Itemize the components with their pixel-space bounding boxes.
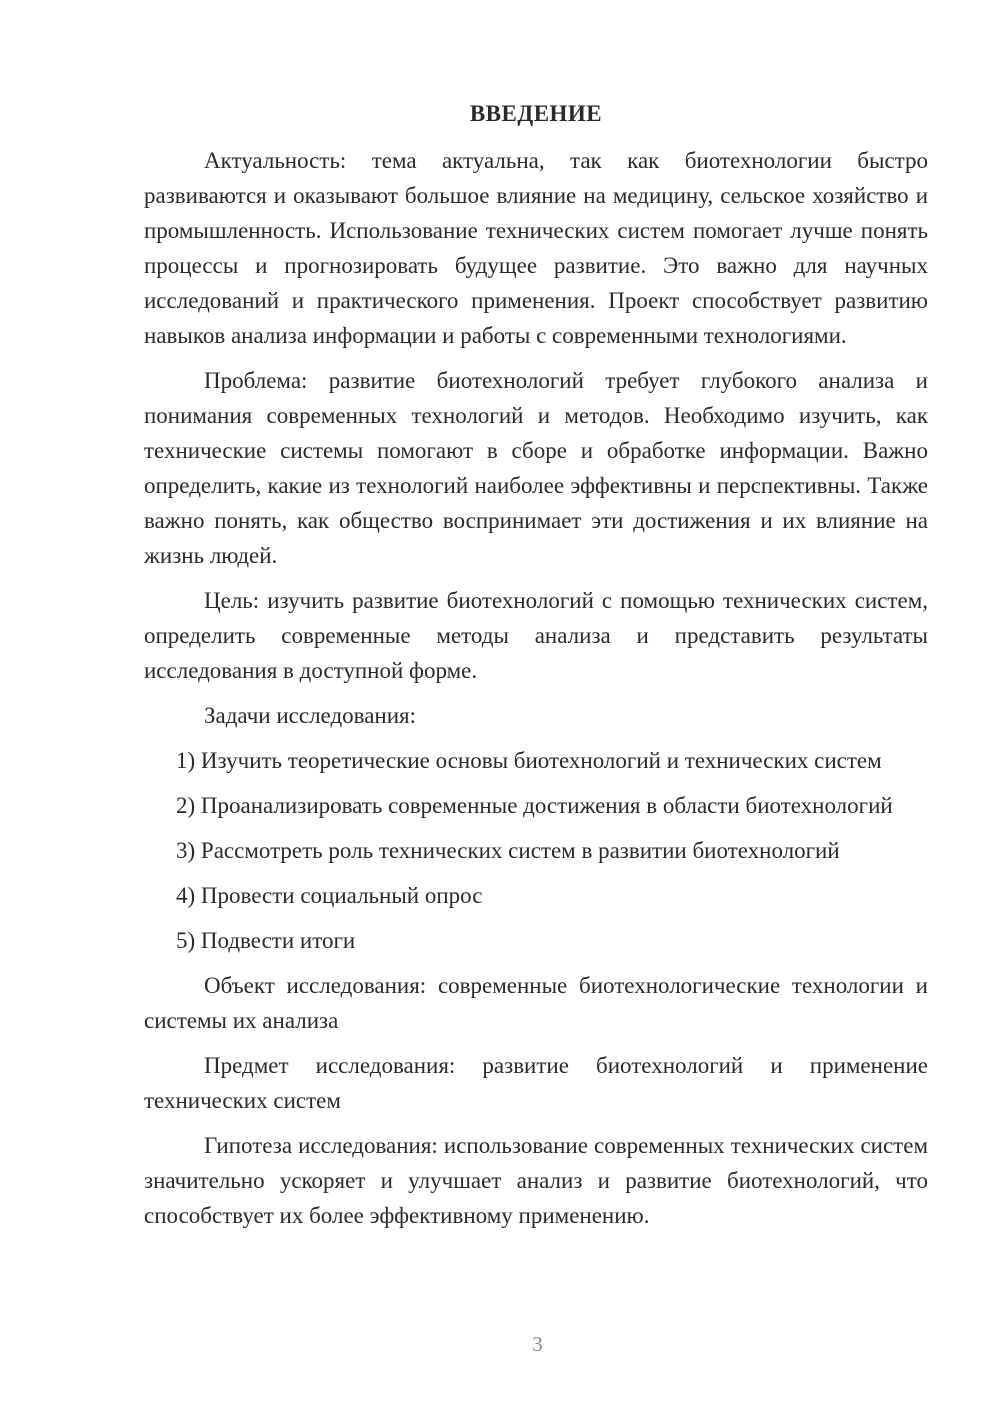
task-item-5: 5) Подвести итоги [176,928,356,953]
task-item-1: 1) Изучить теоретические основы биотехнологий и технических систем [176,748,882,773]
problem-paragraph: Проблема: развитие биотехнологий требует глубокого анализа и понимания современных технологий и методов. Необходимо изучить, как технические системы помогают в сборе и обработке информации. Важно определить, какие из технологий наиболее эффективны и перспективны. Также важно понять, как общество воспринимает эти достижения и их влияние на жизнь людей. [144,368,928,568]
tasks-heading: Задачи исследования: [204,703,417,728]
hypothesis-paragraph: Гипотеза исследования: использование современных технических систем значительно ускоряет и улучшает анализ и развитие биотехнологий, что способствует их более эффективному применению. [144,1133,928,1228]
subject-paragraph: Предмет исследования: развитие биотехнологий и применение технических систем [144,1053,928,1113]
object-paragraph: Объект исследования: современные биотехнологические технологии и системы их анализа [144,973,928,1033]
page-number: 3 [532,1332,543,1356]
relevance-paragraph: Актуальность: тема актуальна, так как биотехнологии быстро развиваются и оказывают большое влияние на медицину, сельское хозяйство и промышленность. Использование технических систем помогает лучше понять процессы и прогнозировать будущее развитие. Это важно для научных исследований и практического применения. Проект способствует развитию навыков анализа информации и работы с современными технологиями. [144,148,928,348]
task-item-4: 4) Провести социальный опрос [176,883,483,908]
document-page [144,96,928,1233]
task-item-3: 3) Рассмотреть роль технических систем в развитии биотехнологий [176,838,840,863]
goal-paragraph: Цель: изучить развитие биотехнологий с помощью технических систем, определить современные методы анализа и представить результаты исследования в доступной форме. [144,588,928,683]
task-item-2: 2) Проанализировать современные достижения в области биотехнологий [176,793,893,818]
section-title: ВВЕДЕНИЕ [469,101,603,126]
